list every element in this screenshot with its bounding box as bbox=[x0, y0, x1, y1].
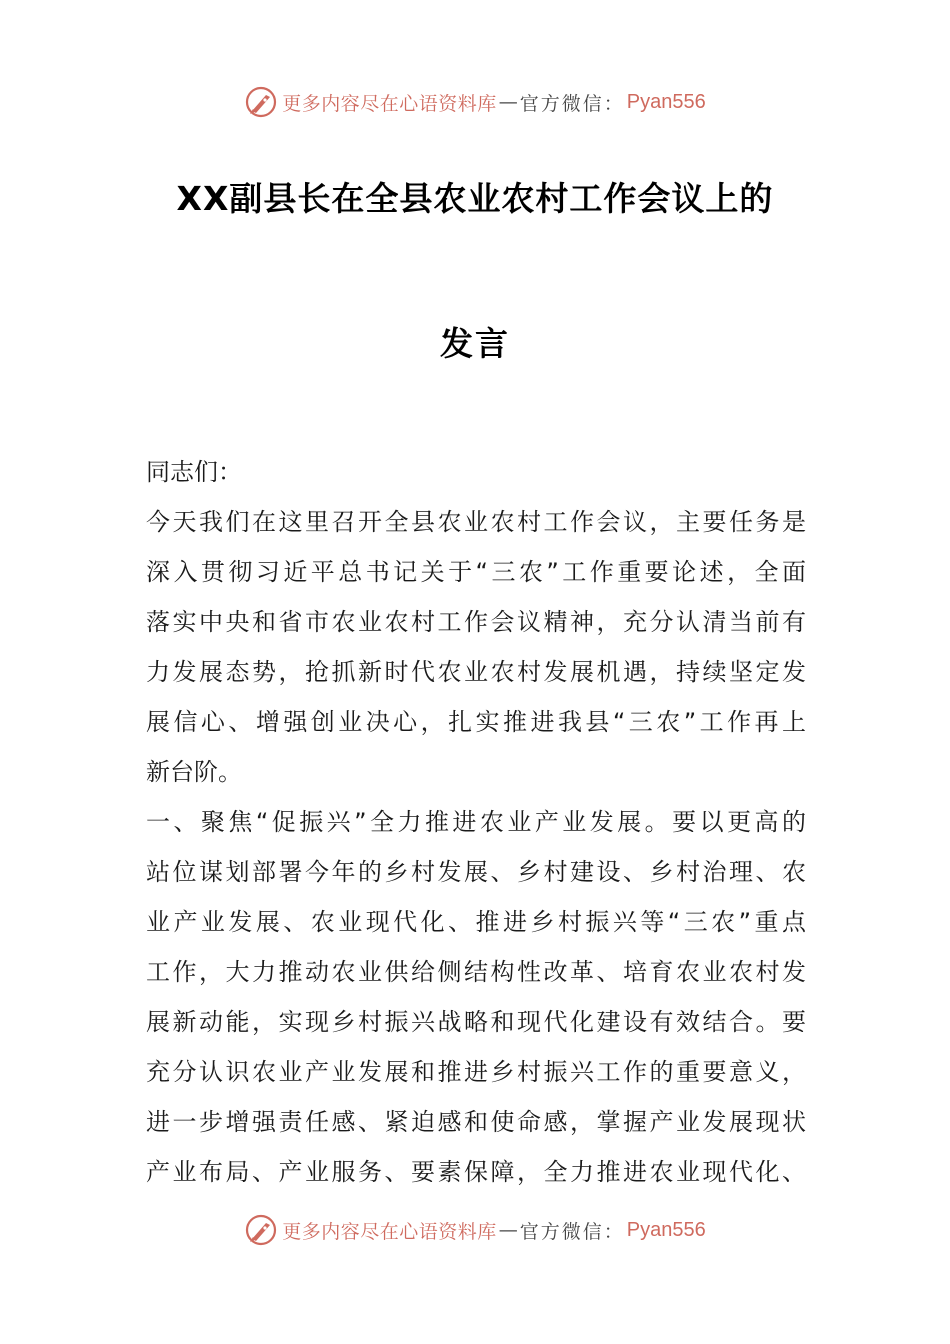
document-title-line-1: XX副县长在全县农业农村工作会议上的 bbox=[176, 179, 774, 218]
paragraph-2-line: 一、聚焦“促振兴”全力推进农业产业发展。要以更高的 bbox=[146, 808, 806, 836]
watermark-text: 更多内容尽在心语资料库 bbox=[282, 1220, 497, 1243]
paragraph-1-line: 落实中央和省市农业农村工作会议精神，充分认清当前有 bbox=[146, 608, 806, 636]
salutation: 同志们： bbox=[146, 458, 242, 486]
watermark-text: 更多内容尽在心语资料库 bbox=[282, 92, 497, 115]
document-body bbox=[146, 447, 806, 1197]
footer-watermark bbox=[0, 1210, 950, 1250]
watermark-separator: — bbox=[498, 1219, 518, 1241]
paragraph-2-line: 业产业发展、农业现代化、推进乡村振兴等“三农”重点 bbox=[146, 908, 806, 936]
paragraph-1-line: 力发展态势，抢抓新时代农业农村发展机遇，持续坚定发 bbox=[146, 658, 806, 686]
watermark-wechat-label: 官方微信： bbox=[519, 92, 625, 115]
paragraph-1-line: 深入贯彻习近平总书记关于“三农”工作重要论述，全面 bbox=[146, 558, 806, 586]
paragraph-1-line: 新台阶。 bbox=[146, 758, 242, 786]
paragraph-2-line: 充分认识农业产业发展和推进乡村振兴工作的重要意义， bbox=[146, 1058, 806, 1086]
watermark-wechat-id: Pyan556 bbox=[626, 1218, 706, 1241]
paragraph-2-line: 进一步增强责任感、紧迫感和使命感，掌握产业发展现状 bbox=[146, 1108, 806, 1136]
pen-nib-logo-icon bbox=[244, 85, 278, 119]
paragraph-1-line: 今天我们在这里召开全县农业农村工作会议，主要任务是 bbox=[146, 508, 806, 536]
paragraph-2-line: 展新动能，实现乡村振兴战略和现代化建设有效结合。要 bbox=[146, 1008, 806, 1036]
paragraph-2-line: 产业布局、产业服务、要素保障，全力推进农业现代化、 bbox=[146, 1158, 806, 1186]
document-title-line-2: 发言 bbox=[440, 324, 510, 363]
paragraph-1-line: 展信心、增强创业决心，扎实推进我县“三农”工作再上 bbox=[146, 708, 806, 736]
watermark-wechat-label: 官方微信： bbox=[519, 1220, 625, 1243]
paragraph-2-line: 工作，大力推动农业供给侧结构性改革、培育农业农村发 bbox=[146, 958, 806, 986]
header-watermark bbox=[0, 82, 950, 122]
watermark-separator: — bbox=[498, 91, 518, 113]
paragraph-2-line: 站位谋划部署今年的乡村发展、乡村建设、乡村治理、农 bbox=[146, 858, 806, 886]
pen-nib-logo-icon bbox=[244, 1213, 278, 1247]
watermark-wechat-id: Pyan556 bbox=[626, 90, 706, 113]
